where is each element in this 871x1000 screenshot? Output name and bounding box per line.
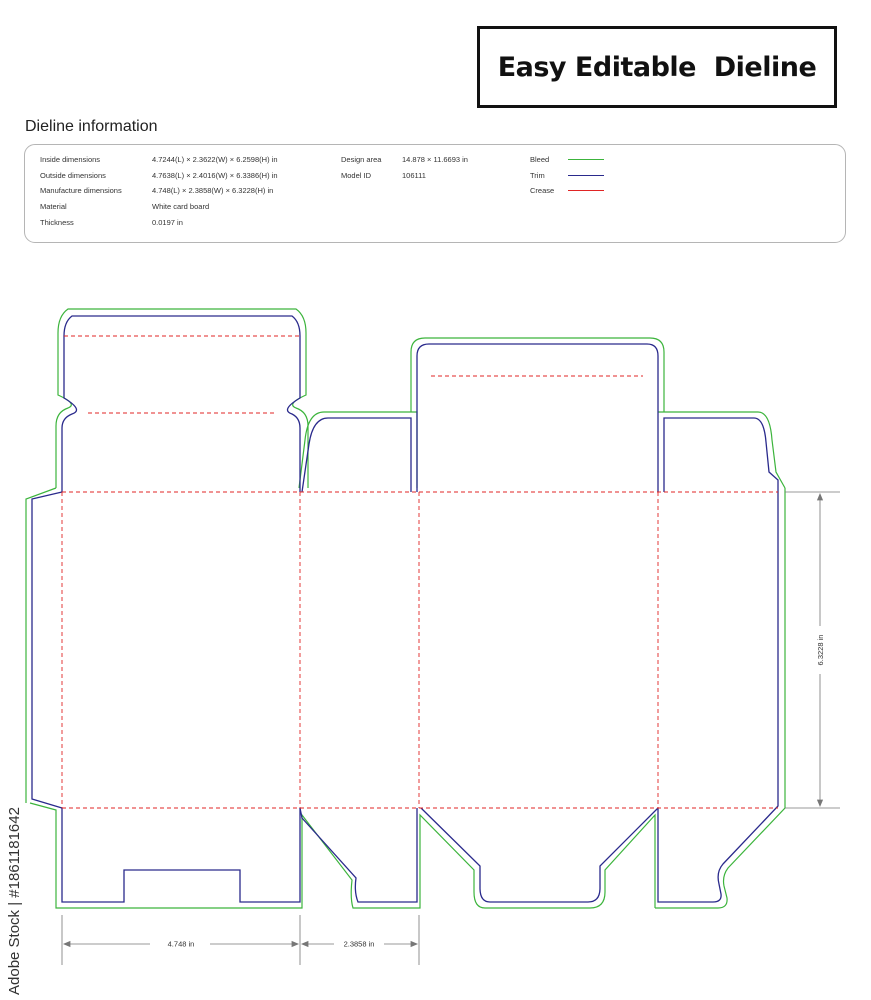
info-heading: Dieline information [25, 118, 158, 135]
bleed-dust-flap-right [658, 412, 785, 488]
bleed-outline [26, 309, 785, 908]
design-area-value: 14.878 × 11.6693 in [402, 155, 468, 164]
info-row-label: Outside dimensions [40, 171, 106, 180]
legend-crease-label: Crease [530, 186, 555, 195]
bleed-glue-flap [26, 488, 56, 803]
legend-trim-label: Trim [530, 171, 545, 180]
model-id-label: Model ID [341, 171, 372, 180]
info-row-label: Material [40, 202, 67, 211]
info-row-value: 4.7638(L) × 2.4016(W) × 6.3386(H) in [152, 171, 278, 180]
stock-watermark: Adobe Stock | #1861181642 [6, 807, 23, 995]
trim-glue-flap [32, 492, 62, 808]
info-row-label: Thickness [40, 218, 74, 227]
trim-right-edge [658, 492, 778, 902]
info-row-value: White card board [152, 202, 210, 211]
arrow-right [411, 942, 417, 947]
trim-bottom-panel-2 [62, 808, 300, 902]
bleed-center-top-flap [411, 338, 664, 412]
arrow-right [292, 942, 298, 947]
arrow-left [302, 942, 308, 947]
info-row-label: Inside dimensions [40, 155, 101, 164]
dim-width-label: 2.3858 in [343, 939, 375, 949]
trim-dust-flap-mid [302, 418, 411, 492]
design-area-label: Design area [341, 155, 382, 164]
arrow-down [818, 800, 823, 806]
legend-bleed-label: Bleed [530, 155, 550, 164]
page-title: Easy Editable Dieline [497, 51, 817, 83]
dim-height-label: 6.3228 in [816, 634, 825, 666]
trim-bottom-panel-3 [300, 808, 417, 902]
arrow-up [818, 494, 823, 500]
info-row-label: Manufacture dimensions [40, 186, 122, 195]
trim-left-top-flap [62, 316, 300, 492]
dimension-markers [62, 492, 840, 965]
info-row-value: 0.0197 in [152, 218, 183, 227]
info-row-value: 4.7244(L) × 2.3622(W) × 6.2598(H) in [152, 155, 278, 164]
trim-bottom-panel-4 [421, 808, 658, 902]
trim-dust-flap-right [664, 418, 778, 492]
arrow-left [64, 942, 70, 947]
bleed-right-edge [655, 488, 785, 908]
trim-center-top-flap [417, 344, 658, 492]
model-id-value: 106111 [402, 171, 426, 180]
crease-lines [62, 336, 778, 808]
info-row-value: 4.748(L) × 2.3858(W) × 6.3228(H) in [152, 186, 274, 195]
dim-length-label: 4.748 in [167, 939, 195, 949]
trim-outline [32, 316, 778, 902]
